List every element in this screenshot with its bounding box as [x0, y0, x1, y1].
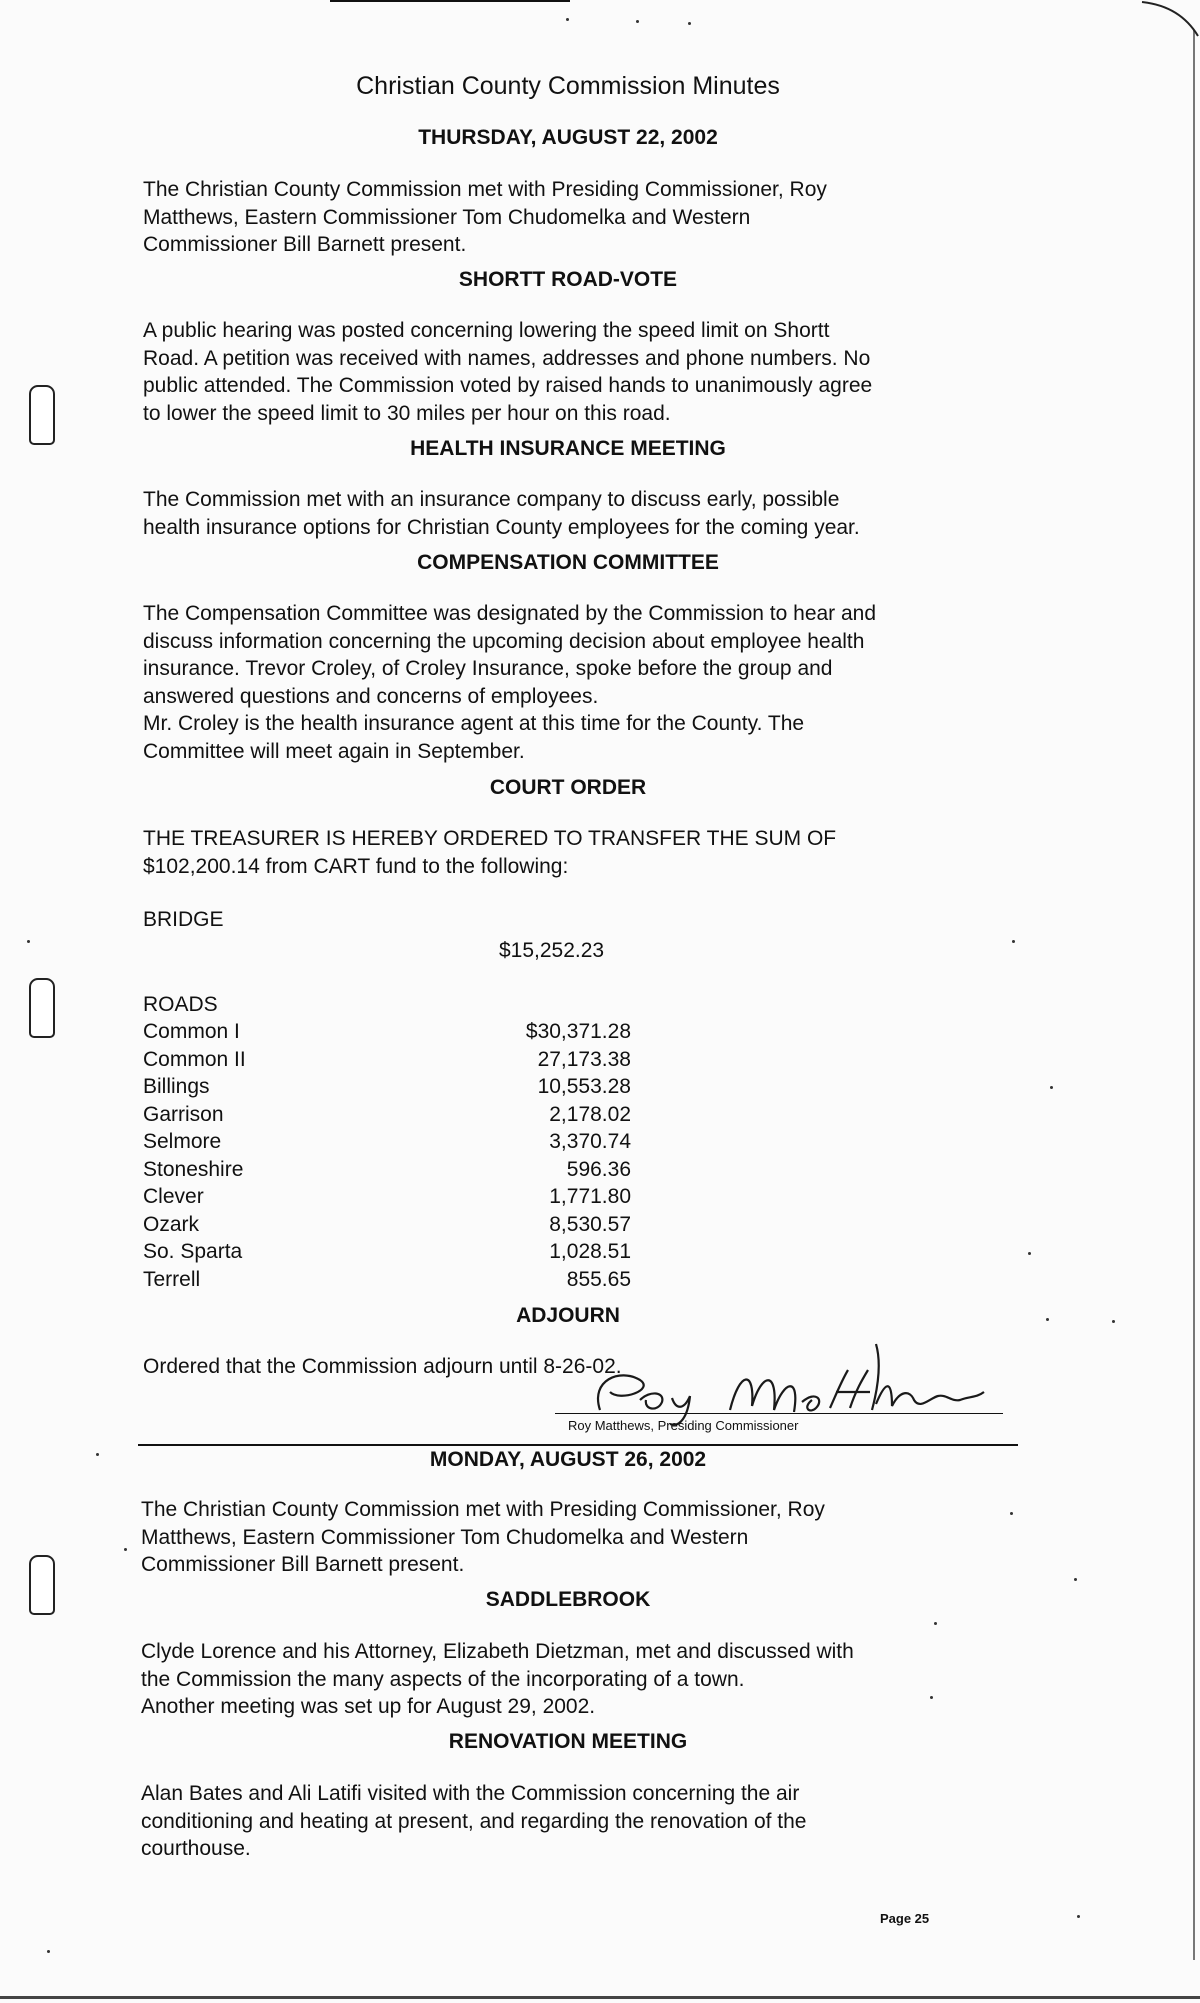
meeting-date-heading-2: MONDAY, AUGUST 26, 2002: [429, 1448, 707, 1471]
speck: [1050, 1086, 1053, 1089]
road-amount: 596.36: [566, 1157, 631, 1181]
road-name: Selmore: [143, 1130, 222, 1153]
road-amount: 2,178.02: [549, 1102, 631, 1126]
section-heading-health-insurance: HEALTH INSURANCE MEETING: [410, 437, 726, 460]
road-amount: 3,370.74: [549, 1130, 631, 1153]
road-amount: 10,553.28: [537, 1075, 631, 1098]
paragraph-line: Matthews, Eastern Commissioner Tom Chudomelka and Western: [143, 205, 751, 229]
speck: [124, 1548, 127, 1551]
paragraph-line: to lower the speed limit to 30 miles per hour on this road.: [143, 401, 671, 425]
road-name: Billings: [143, 1075, 210, 1098]
road-name: So. Sparta: [143, 1240, 243, 1263]
scan-edge-bottom: [0, 1996, 1200, 1999]
paragraph-line: courthouse.: [141, 1837, 251, 1860]
bridge-label: BRIDGE: [143, 908, 224, 931]
paragraph-line: conditioning and heating at present, and regarding the renovation of the: [141, 1809, 807, 1833]
section-body-health-insurance: [143, 486, 860, 541]
paragraph-line: Commissioner Bill Barnett present.: [143, 233, 467, 256]
section-body-adjourn: Ordered that the Commission adjourn until 8-26-02.: [143, 1355, 622, 1378]
paragraph-line: Clyde Lorence and his Attorney, Elizabeth Dietzman, met and discussed with: [141, 1640, 854, 1663]
meeting-intro-paragraph-2: [141, 1496, 825, 1579]
speck: [1010, 1512, 1013, 1515]
road-amount: 1,028.51: [549, 1240, 631, 1263]
section-heading-shortt-road: SHORTT ROAD-VOTE: [458, 268, 678, 291]
paragraph-line: Committee will meet again in September.: [143, 739, 525, 763]
meeting-date-heading: THURSDAY, AUGUST 22, 2002: [418, 126, 718, 149]
speck: [930, 1696, 933, 1699]
section-heading-compensation: COMPENSATION COMMITTEE: [417, 551, 719, 574]
paragraph-line: Commissioner Bill Barnett present.: [141, 1553, 465, 1576]
section-heading-court-order: COURT ORDER: [489, 776, 647, 799]
speck: [1028, 1252, 1031, 1255]
speck: [1074, 1578, 1077, 1581]
section-body-shortt-road: [143, 317, 872, 427]
paragraph-line: answered questions and concerns of employees.: [143, 684, 599, 708]
section-body-saddlebrook: [141, 1638, 854, 1721]
paragraph-line: discuss information concerning the upcoming decision about employee health: [143, 629, 865, 653]
paragraph-line: The Commission met with an insurance company to discuss early, possible: [143, 488, 840, 511]
speck: [1012, 940, 1015, 943]
section-heading-saddlebrook: SADDLEBROOK: [485, 1588, 651, 1611]
road-amount: 27,173.38: [537, 1047, 631, 1071]
paragraph-line: public attended. The Commission voted by raised hands to unanimously agree: [143, 374, 873, 397]
section-body-court-order: [143, 825, 836, 880]
road-amount: 8,530.57: [549, 1212, 631, 1236]
roads-names-column: [143, 1018, 246, 1293]
signature-line: [555, 1413, 1003, 1414]
paragraph-line: insurance. Trevor Croley, of Croley Insurance, spoke before the group and: [143, 657, 833, 680]
bridge-amount: $15,252.23: [499, 939, 605, 962]
road-name: Terrell: [143, 1267, 201, 1291]
paragraph-line: Mr. Croley is the health insurance agent at this time for the County. The: [143, 712, 805, 735]
paragraph-line: The Compensation Committee was designated by the Commission to hear and: [143, 602, 877, 625]
document-title: Christian County Commission Minutes: [356, 72, 780, 100]
road-name: Common II: [143, 1047, 246, 1071]
paragraph-line: $102,200.14 from CART fund to the following:: [143, 854, 569, 878]
paragraph-line: The Christian County Commission met with Presiding Commissioner, Roy: [141, 1498, 825, 1521]
paragraph-line: the Commission the many aspects of the incorporating of a town.: [141, 1667, 745, 1691]
scan-edge-right: [1193, 30, 1195, 1960]
road-name: Common I: [143, 1020, 240, 1043]
paragraph-line: Another meeting was set up for August 29, 2002.: [141, 1695, 596, 1718]
handwritten-signature: [580, 1340, 1000, 1430]
speck: [566, 18, 569, 21]
speck: [1077, 1915, 1080, 1918]
page-number: Page 25: [880, 1911, 930, 1926]
paragraph-line: A public hearing was posted concerning lowering the speed limit on Shortt: [143, 319, 830, 342]
road-name: Ozark: [143, 1212, 200, 1236]
binder-hole-top: [29, 385, 55, 445]
scan-edge-top: [330, 0, 570, 2]
roads-amounts-column: [431, 1018, 631, 1293]
paragraph-line: Road. A petition was received with names, addresses and phone numbers. No: [143, 346, 871, 370]
paragraph-line: THE TREASURER IS HEREBY ORDERED TO TRANSFER THE SUM OF: [143, 827, 837, 850]
speck: [688, 22, 691, 25]
meeting-intro-paragraph: [143, 176, 827, 259]
road-name: Stoneshire: [143, 1157, 244, 1181]
section-body-renovation: [141, 1780, 807, 1863]
road-amount: $30,371.28: [525, 1020, 631, 1043]
section-heading-adjourn: ADJOURN: [516, 1304, 620, 1327]
scan-corner-curl: [1140, 0, 1200, 40]
speck: [636, 20, 639, 23]
meeting-divider: [138, 1444, 1018, 1446]
road-amount: 855.65: [566, 1267, 631, 1291]
binder-hole-middle: [29, 978, 55, 1038]
speck: [27, 940, 30, 943]
road-name: Garrison: [143, 1102, 224, 1126]
paragraph-line: health insurance options for Christian County employees for the coming year.: [143, 515, 860, 539]
paragraph-line: The Christian County Commission met with Presiding Commissioner, Roy: [143, 178, 827, 201]
section-heading-renovation: RENOVATION MEETING: [448, 1730, 688, 1753]
roads-label: ROADS: [143, 993, 218, 1016]
speck: [934, 1622, 937, 1625]
paragraph-line: Matthews, Eastern Commissioner Tom Chudomelka and Western: [141, 1525, 749, 1549]
signature-caption: Roy Matthews, Presiding Commissioner: [568, 1418, 799, 1433]
section-body-compensation: [143, 600, 876, 765]
road-amount: 1,771.80: [549, 1185, 631, 1208]
road-name: Clever: [143, 1185, 204, 1208]
paragraph-line: Alan Bates and Ali Latifi visited with the Commission concerning the air: [141, 1782, 800, 1805]
speck: [47, 1950, 50, 1953]
